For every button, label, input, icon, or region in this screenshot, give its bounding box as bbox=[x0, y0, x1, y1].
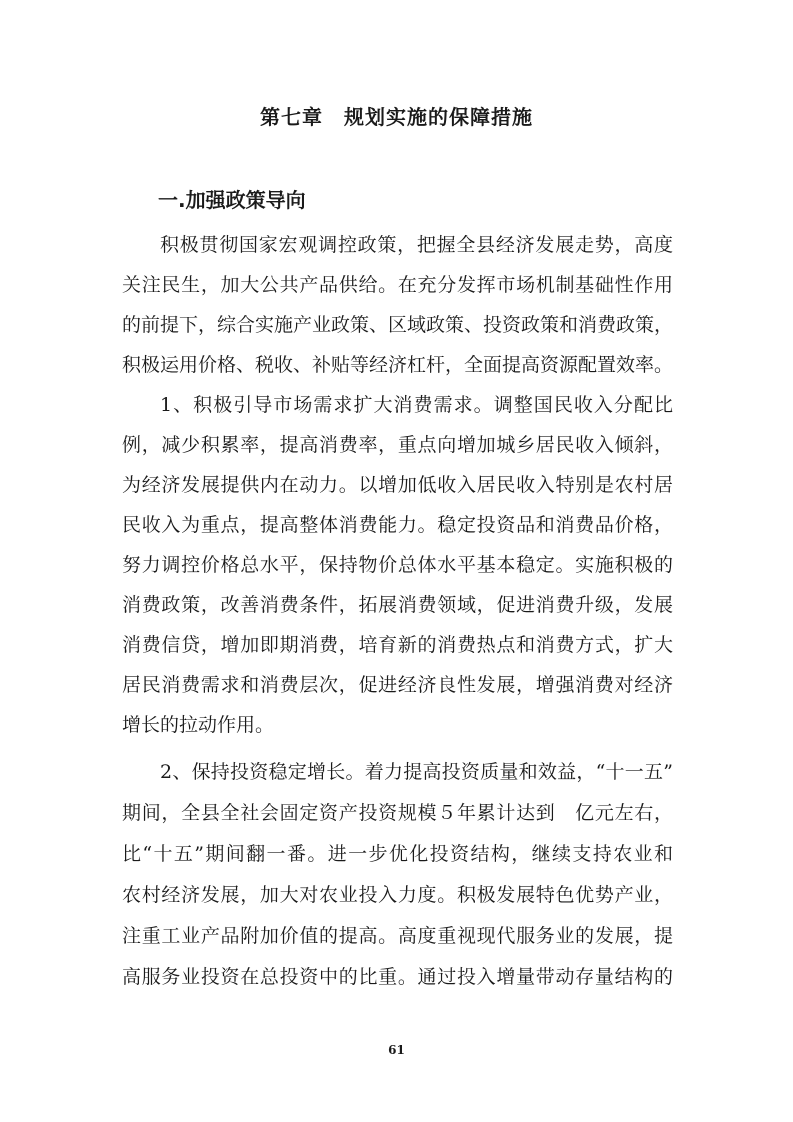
text-line: 高服务业投资在总投资中的比重。通过投入增量带动存量结构的 bbox=[122, 966, 673, 988]
chapter-title: 第七章 规划实施的保障措施 bbox=[260, 105, 533, 129]
page-number: 61 bbox=[388, 1043, 405, 1057]
text-line: 1、积极引导市场需求扩大消费需求。调整国民收入分配比 bbox=[160, 394, 673, 416]
text-line: 积极运用价格、税收、补贴等经济杠杆，全面提高资源配置效率。 bbox=[122, 354, 674, 376]
text-line: 增长的拉动作用。 bbox=[122, 714, 275, 736]
text-line: 关注民生，加大公共产品供给。在充分发挥市场机制基础性作用 bbox=[122, 274, 673, 296]
text-line: 2、保持投资稳定增长。着力提高投资质量和效益，“十一五” bbox=[160, 761, 673, 783]
text-line: 期间，全县全社会固定资产投资规模５年累计达到 亿元左右， bbox=[122, 802, 673, 824]
text-line: 积极贯彻国家宏观调控政策，把握全县经济发展走势，高度 bbox=[160, 234, 673, 256]
text-line: 农村经济发展，加大对农业投入力度。积极发展特色优势产业， bbox=[122, 884, 673, 906]
text-line: 例，减少积累率，提高消费率，重点向增加城乡居民收入倾斜， bbox=[122, 434, 673, 456]
text-line: 民收入为重点，提高整体消费能力。稳定投资品和消费品价格， bbox=[122, 514, 673, 536]
text-line: 消费信贷，增加即期消费，培育新的消费热点和消费方式，扩大 bbox=[122, 634, 673, 656]
text-line: 的前提下，综合实施产业政策、区域政策、投资政策和消费政策， bbox=[122, 314, 674, 336]
text-line: 消费政策，改善消费条件，拓展消费领域，促进消费升级，发展 bbox=[122, 594, 673, 616]
text-line: 努力调控价格总水平，保持物价总体水平基本稳定。实施积极的 bbox=[122, 554, 673, 576]
text-line: 比“十五”期间翻一番。进一步优化投资结构，继续支持农业和 bbox=[122, 843, 673, 865]
section-heading: 一.加强政策导向 bbox=[158, 188, 306, 212]
text-line: 注重工业产品附加价值的提高。高度重视现代服务业的发展，提 bbox=[122, 925, 673, 947]
text-line: 为经济发展提供内在动力。以增加低收入居民收入特别是农村居 bbox=[122, 474, 673, 496]
text-line: 居民消费需求和消费层次，促进经济良性发展，增强消费对经济 bbox=[122, 674, 673, 696]
